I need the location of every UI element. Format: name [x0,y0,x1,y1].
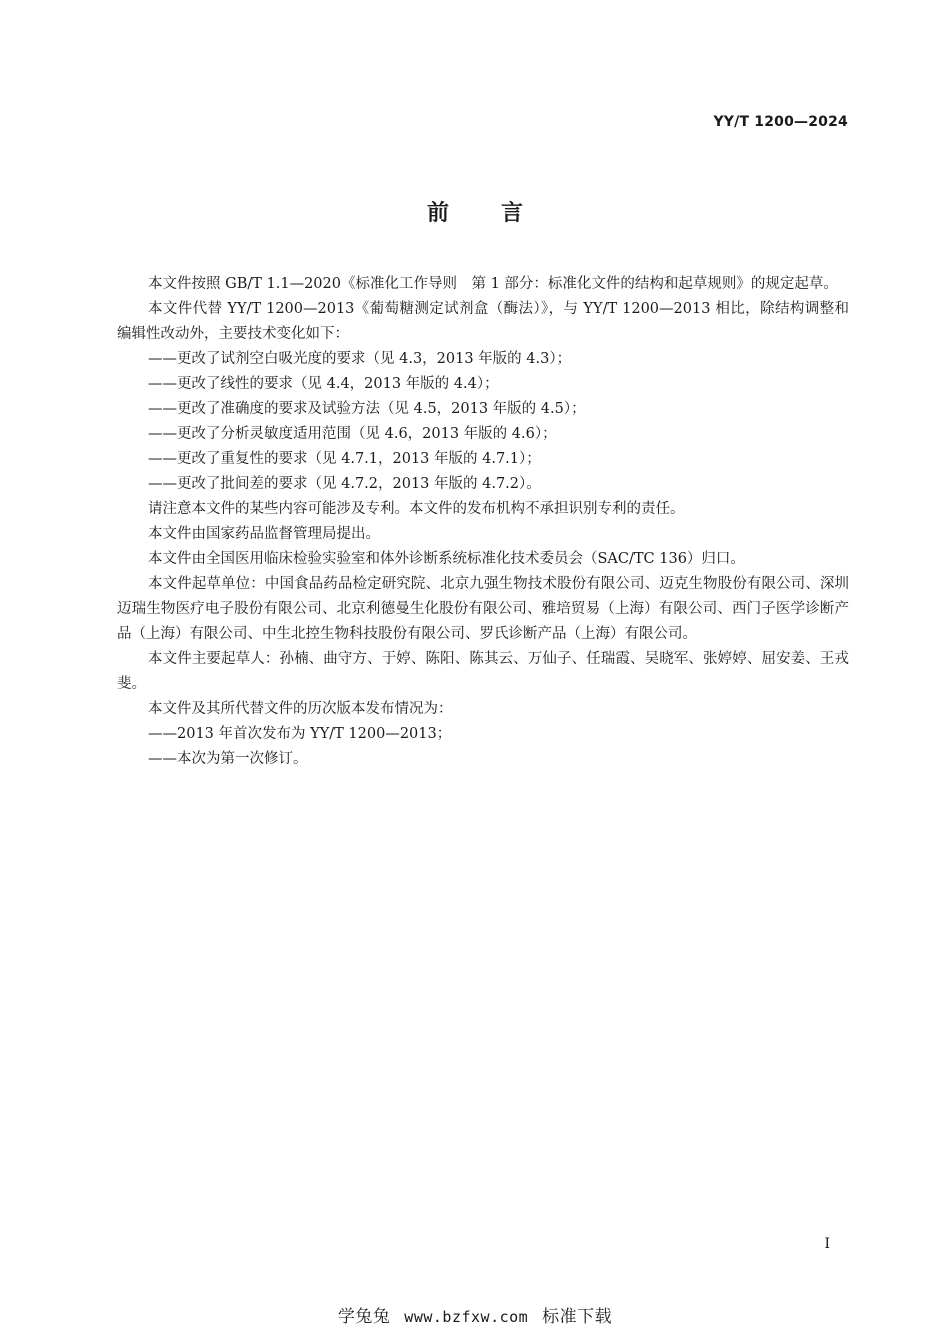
paragraph-proposer: 本文件由国家药品监督管理局提出。 [148,526,380,542]
paragraph-patent-notice: 请注意本文件的某些内容可能涉及专利。本文件的发布机构不承担识别专利的责任。 [148,501,685,517]
paragraph-drafting-units: 本文件起草单位：中国食品药品检定研究院、北京九强生物技术股份有限公司、迈克生物股份有限公司、深圳迈瑞生物医疗电子股份有限公司、北京利德曼生化股份有限公司、雅培贸易（上海）有限公司、西门子医学诊断产品（上海）有限公司、中生北控生物科技股份有限公司、罗氏诊断产品（上海）有限公司。 [117,576,849,642]
change-item: ——更改了重复性的要求（见 4.7.1，2013 年版的 4.7.1）； [148,451,541,467]
title-char-2: 言 [501,201,524,226]
page-title [0,196,950,227]
paragraph-drafting-rules: 本文件按照 GB/T 1.1—2020《标准化工作导则 第 1 部分：标准化文件的结构和起草规则》的规定起草。 [148,276,838,292]
change-item: ——更改了试剂空白吸光度的要求（见 4.3，2013 年版的 4.3）； [148,351,572,367]
site-watermark [0,1302,950,1327]
paragraph-replacement: 本文件代替 YY/T 1200—2013《葡萄糖测定试剂盒（酶法）》，与 YY/T 1200—2013 相比，除结构调整和编辑性改动外，主要技术变化如下： [117,301,849,342]
paragraph-drafters: 本文件主要起草人：孙楠、曲守方、于婷、陈阳、陈其云、万仙子、任瑞霞、吴晓军、张婷婷、屈安姜、王戎斐。 [117,651,849,692]
site-url-link[interactable]: www.bzfxw.com [404,1308,529,1326]
page-number: I [824,1236,830,1252]
history-item: ——2013 年首次发布为 YY/T 1200—2013； [148,726,452,742]
site-tagline: 标准下载 [542,1307,613,1327]
title-char-1: 前 [426,201,449,226]
change-item: ——更改了分析灵敏度适用范围（见 4.6，2013 年版的 4.6）； [148,426,557,442]
history-item: ——本次为第一次修订。 [148,751,308,767]
preface-body [117,272,849,772]
change-item: ——更改了线性的要求（见 4.4，2013 年版的 4.4）； [148,376,499,392]
paragraph-committee: 本文件由全国医用临床检验实验室和体外诊断系统标准化技术委员会（SAC/TC 136）归口。 [148,551,745,567]
change-item: ——更改了批间差的要求（见 4.7.2，2013 年版的 4.7.2）。 [148,476,541,492]
change-item: ——更改了准确度的要求及试验方法（见 4.5，2013 年版的 4.5）； [148,401,586,417]
site-name: 学兔兔 [337,1307,391,1327]
document-code: YY/T 1200—2024 [713,114,848,130]
paragraph-history-intro: 本文件及其所代替文件的历次版本发布情况为： [148,701,453,717]
